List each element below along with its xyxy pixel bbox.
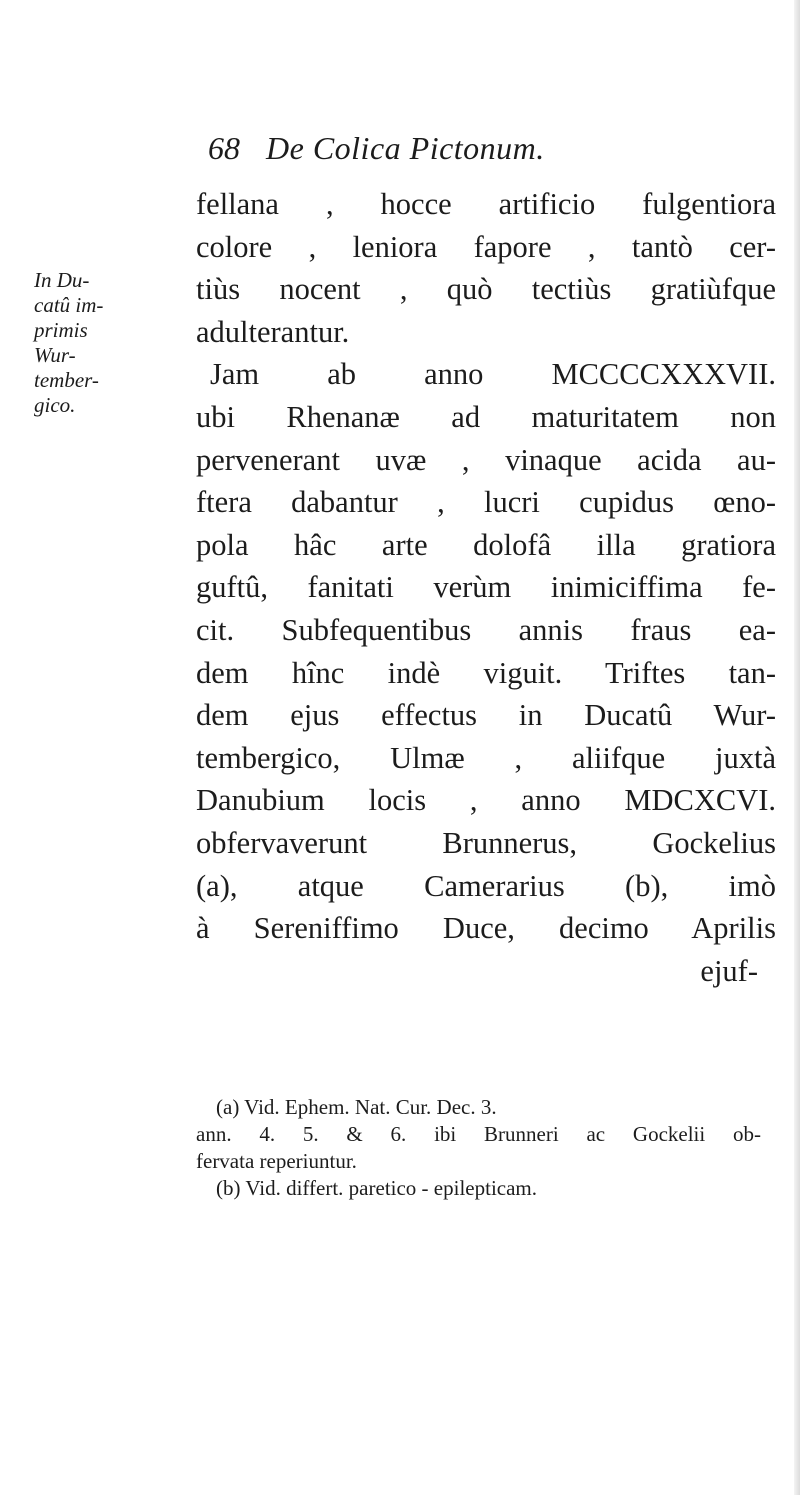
footnote-line: fervata reperiuntur. <box>196 1149 357 1173</box>
page-number: 68 <box>208 130 240 166</box>
margin-note-line: tember- <box>34 368 99 392</box>
footnotes <box>196 1094 761 1202</box>
margin-note-line: gico. <box>34 393 76 417</box>
text-line: adulterantur. <box>196 314 350 349</box>
text-line: tiùs nocent , quò tectiùs gratiùfque <box>196 272 776 307</box>
text-line: fellana , hocce artificio fulgentiora <box>196 187 776 221</box>
text-line: pola hâc arte dolofâ illa gratiora <box>196 527 776 562</box>
text-line: pervenerant uvæ , vinaque acida au- <box>196 442 776 477</box>
text-line: dem hînc indè viguit. Triftes tan- <box>196 655 776 690</box>
text-line: tembergico, Ulmæ , aliifque juxtà <box>196 740 776 775</box>
text-line: guftû, fanitati verùm inimiciffima fe- <box>196 570 776 605</box>
margin-note-line: primis <box>34 318 88 342</box>
text-line: dem ejus effectus in Ducatû Wur- <box>196 698 776 733</box>
text-line: colore , leniora fapore , tantò cer- <box>196 229 776 264</box>
body-text <box>196 183 776 992</box>
text-line: obfervaverunt Brunnerus, Gockelius <box>196 825 776 860</box>
text-line: Jam ab anno MCCCCXXXVII. <box>210 357 776 392</box>
text-line: cit. Subfequentibus annis fraus ea- <box>196 612 776 647</box>
margin-note-line: Wur- <box>34 343 76 367</box>
footnote-line: (b) Vid. differt. paretico - epilepticam. <box>216 1176 538 1200</box>
margin-note <box>34 268 174 418</box>
text-line: (a), atque Camerarius (b), imò <box>196 868 776 903</box>
text-line: Danubium locis , anno MDCXCVI. <box>196 783 776 818</box>
margin-note-line: catû im- <box>34 293 104 317</box>
footnote-line: (a) Vid. Ephem. Nat. Cur. Dec. 3. <box>216 1095 497 1119</box>
text-line: ubi Rhenanæ ad maturitatem non <box>196 399 776 434</box>
footnote-line: ann. 4. 5. & 6. ibi Brunneri ac Gockelii ob- <box>196 1122 761 1146</box>
running-title: De Colica Pictonum. <box>266 130 545 166</box>
margin-note-line: In Du- <box>34 268 90 292</box>
text-line: ftera dabantur , lucri cupidus œno- <box>196 485 776 520</box>
page-header <box>208 130 728 174</box>
page-edge <box>794 0 800 1495</box>
catchword: ejuf- <box>700 953 758 988</box>
text-line: à Sereniffimo Duce, decimo Aprilis <box>196 911 776 946</box>
